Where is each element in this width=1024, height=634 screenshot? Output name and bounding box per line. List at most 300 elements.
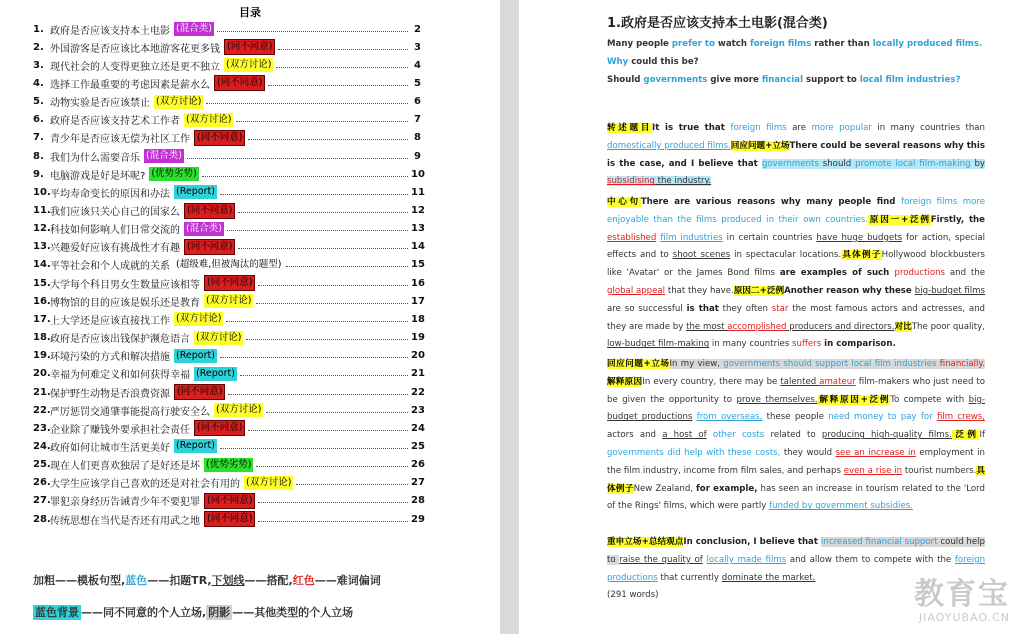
essay-text-segment: need money to pay for — [828, 412, 937, 423]
essay-text-segment: from overseas, — [696, 412, 763, 423]
essay-text-segment: the most famous actors and actresses, and they are made by — [607, 303, 985, 332]
toc-dot-leader — [248, 131, 408, 140]
essay-text-segment: suffers — [792, 339, 822, 350]
essay-text-segment: by — [970, 158, 985, 169]
essay-text-segment: even a rise in — [843, 465, 903, 476]
essay-text-segment: established — [607, 232, 657, 243]
toc-entry-type-tag: (同不同意) — [204, 275, 255, 291]
essay-text-segment: rather than — [811, 39, 873, 49]
toc-entry-number: 26. — [33, 477, 51, 489]
toc-entry-page-number: 24 — [411, 422, 425, 434]
essay-text-segment: productions — [894, 268, 946, 279]
essay-text-segment: in certain countries — [722, 232, 817, 243]
watermark — [914, 579, 1010, 624]
toc-entry-title: 现在人们更喜欢独居了是好还是坏 — [50, 461, 200, 473]
toc-entry[interactable] — [33, 165, 425, 183]
essay-text-segment: are — [786, 123, 812, 133]
essay-text-segment: in many countries — [709, 339, 793, 350]
essay-text-segment: star — [771, 303, 789, 314]
essay-text-segment: increased financial support — [821, 537, 938, 547]
toc-entry-title: 严厉惩罚交通肇事能提高行驶安全么 — [50, 406, 210, 418]
toc-entry[interactable] — [33, 38, 421, 56]
toc-entry-type-tag: (双方讨论) — [196, 331, 242, 343]
toc-dot-leader — [246, 331, 408, 340]
toc-entry-title: 政府是否应该出钱保护濒危语言 — [50, 334, 190, 346]
toc-entry[interactable] — [33, 456, 425, 474]
essay-text-segment: actors and — [607, 430, 663, 441]
toc-dot-leader — [217, 23, 408, 32]
toc-page — [0, 0, 500, 634]
toc-entry-type-tag: (混合类) — [176, 23, 212, 34]
toc-entry-number: 24. — [33, 440, 51, 452]
essay-text-segment: amateur — [819, 376, 856, 387]
toc-entry-number: 15. — [33, 277, 51, 289]
toc-entry-page-number: 14 — [411, 241, 425, 253]
essay-text-segment: producers and directors. — [786, 321, 895, 332]
essay-text-segment: locally produced films. — [872, 39, 983, 49]
essay-text-segment: global appeal — [607, 285, 666, 296]
essay-text-segment: has seen an increase in tourism related to the 'Lord of the Rings' films, which were partly — [607, 483, 985, 512]
essay-text-segment: have huge budgets — [816, 232, 903, 243]
essay-text-segment: low-budget film-making — [607, 339, 710, 350]
legend-bold: 加粗 — [33, 574, 55, 587]
toc-entry-number: 28. — [33, 513, 51, 525]
toc-entry-title: 我们为什么需要音乐 — [50, 152, 140, 164]
toc-dot-leader — [256, 295, 408, 304]
essay-text-segment: see an increase in — [835, 447, 916, 458]
toc-dot-leader — [238, 240, 408, 249]
toc-entry-type-tag: (Report) — [176, 440, 215, 452]
toc-entry-type-tag: (超级难,但被淘汰的题型) — [176, 258, 282, 270]
toc-dot-leader — [296, 476, 408, 485]
toc-entry[interactable] — [33, 129, 421, 147]
essay-text-segment: New Zealand, — [633, 483, 697, 494]
toc-entry-title: 科技如何影响人们日常交流的 — [50, 225, 180, 237]
essay-text-segment: ——搭配, — [244, 574, 293, 587]
essay-text-segment: funded by government subsidies. — [769, 501, 913, 512]
annotation-label: 泛例 — [951, 430, 980, 441]
essay-text-segment: employment in the film industry, income from film sales, and perhaps — [607, 447, 985, 476]
essay-text-segment: tourist numbers. — [902, 465, 977, 476]
essay-text-segment: the most — [686, 321, 728, 332]
toc-dot-leader — [202, 168, 408, 177]
toc-entry-page-number: 16 — [411, 277, 425, 289]
toc-entry-page-number: 19 — [411, 332, 425, 344]
toc-entry-title: 青少年是否应该无偿为社区工作 — [50, 134, 190, 146]
annotation-label: 原因一+泛例 — [868, 214, 931, 225]
toc-dot-leader — [268, 77, 408, 86]
toc-entry-type-tag: (同不同意) — [174, 384, 225, 400]
essay-text-segment: Should — [607, 74, 644, 85]
essay-text-segment: are so successful — [607, 303, 687, 314]
toc-entry-page-number: 17 — [411, 295, 425, 307]
word-count: (291 words) — [607, 590, 659, 601]
toc-entry-type-tag: (双方讨论) — [226, 59, 272, 71]
toc-dot-leader — [256, 458, 408, 467]
toc-entry-type-tag: (Report) — [176, 349, 215, 361]
essay-text-segment: In conclusion, I believe that — [683, 537, 822, 547]
essay-text-segment: is that — [686, 303, 719, 314]
toc-dot-leader — [226, 313, 408, 322]
essay-text-segment: raise the quality of — [619, 554, 703, 565]
annotation-label: 对比 — [894, 321, 912, 332]
toc-entry-number: 17. — [33, 313, 51, 325]
toc-entry-number: 18. — [33, 332, 51, 344]
annotation-label: 转述题目 — [607, 123, 653, 133]
essay-text-segment: big-budget films — [914, 285, 986, 296]
toc-entry-page-number: 5 — [414, 77, 421, 89]
toc-entry-number: 14. — [33, 259, 51, 271]
toc-entry-type-tag: (Report) — [196, 367, 235, 379]
essay-text-segment: In my view, — [669, 359, 724, 369]
toc-entry-title: 传统思想在当代是否还有用武之地 — [50, 515, 200, 527]
toc-entry-title: 大学生应该学自己喜欢的还是对社会有用的 — [50, 479, 240, 491]
toc-dot-leader — [228, 386, 408, 395]
toc-entry[interactable] — [33, 329, 425, 347]
toc-entry[interactable] — [33, 111, 421, 129]
essay-text-segment: In every country, there may be — [642, 376, 781, 387]
essay-text-segment: Why — [607, 56, 629, 67]
essay-text-segment: other costs — [712, 430, 765, 441]
toc-entry[interactable] — [33, 510, 425, 528]
toc-entry-title: 外国游客是否应该比本地游客花更多钱 — [50, 43, 220, 55]
toc-entry[interactable] — [33, 419, 425, 437]
toc-entry-page-number: 9 — [414, 150, 421, 162]
toc-entry-page-number: 6 — [414, 96, 421, 108]
toc-entry[interactable] — [33, 238, 425, 256]
toc-entry[interactable] — [33, 56, 421, 74]
toc-dot-leader — [266, 404, 408, 413]
essay-text-segment: should — [818, 158, 856, 169]
essay-text-segment: producing high-quality films. — [821, 430, 952, 441]
toc-entry[interactable] — [33, 474, 425, 492]
toc-entry[interactable] — [33, 256, 425, 274]
toc-entry-number: 11. — [33, 205, 51, 216]
essay-text-segment: Another reason why these — [784, 285, 915, 296]
essay-text-segment: in many countries than — [871, 123, 985, 133]
toc-dot-leader — [240, 367, 408, 376]
toc-entry-type-tag: (同不同意) — [184, 239, 235, 255]
toc-entry-type-tag: (同不同意) — [204, 511, 255, 527]
essay-text-segment: Hollywood blockbusters like 'Avatar' or the James Bond films — [607, 250, 985, 279]
toc-entry-type-tag: (双方讨论) — [176, 313, 222, 325]
toc-entry-title: 选择工作最重要的考虑因素是薪水么 — [50, 79, 210, 91]
legend-blue-background: 蓝色背景 — [35, 606, 79, 619]
essay-text-segment: ——难词偏词 — [314, 574, 381, 587]
toc-entry-page-number: 26 — [411, 459, 425, 471]
toc-entry-number: 3. — [33, 59, 44, 71]
toc-entry-type-tag: (双方讨论) — [206, 295, 252, 307]
essay-text-segment: foreign films — [730, 123, 787, 133]
essay-paragraph-body-2 — [607, 356, 985, 516]
toc-entry[interactable] — [33, 347, 425, 365]
annotation-label: 重申立场+总结观点 — [607, 537, 684, 547]
toc-entry-title: 兴趣爱好应该有挑战性才有趣 — [50, 243, 180, 255]
toc-entry-type-tag: (Report) — [176, 186, 215, 198]
toc-entry[interactable] — [33, 74, 421, 92]
toc-entry-type-tag: (混合类) — [146, 150, 182, 162]
essay-text-segment: watch — [714, 39, 750, 49]
annotation-label: 解释原因 — [607, 376, 643, 387]
toc-entry-type-tag: (同不同意) — [204, 493, 255, 509]
essay-text-segment: There are various reasons why many people find — [640, 197, 902, 207]
toc-entry-page-number: 2 — [414, 23, 421, 35]
annotation-label: 具体例子 — [607, 465, 985, 494]
toc-entry-title: 企业除了赚钱外要承担社会责任 — [50, 424, 190, 436]
toc-entry-title: 动物实验是否应该禁止 — [50, 98, 150, 110]
essay-text-segment: ——模板句型, — [55, 574, 126, 587]
toc-entry-page-number: 29 — [411, 513, 425, 525]
essay-text-segment: that currently — [657, 572, 722, 583]
essay-text-segment: and the — [945, 268, 985, 279]
toc-entry-type-tag: (同不同意) — [194, 420, 245, 436]
annotation-label: 解释原因+泛例 — [817, 394, 891, 405]
toc-entry-page-number: 23 — [411, 404, 425, 416]
essay-text-segment: If — [979, 430, 986, 441]
toc-entry-title: 罪犯亲身经历告诫青少年不要犯罪 — [50, 497, 200, 509]
essay-text-segment: foreign films more enjoyable than the films produced in their own countries. — [607, 197, 985, 225]
essay-text-segment: in spectacular locations. — [730, 250, 842, 261]
toc-entry-page-number: 28 — [411, 495, 425, 507]
essay-text-segment: financial — [761, 74, 804, 85]
watermark-logo: 教育宝 — [914, 577, 1010, 612]
annotation-label: 具体例子 — [841, 250, 882, 261]
toc-dot-leader — [187, 150, 408, 159]
watermark-url: JIAOYUBAO.CN — [918, 611, 1010, 624]
toc-dot-leader — [220, 186, 408, 195]
essay-text-segment: foreign films — [749, 39, 812, 49]
toc-entry-page-number: 21 — [411, 368, 425, 380]
toc-entry-number: 13. — [33, 241, 51, 253]
essay-page — [519, 0, 1024, 634]
toc-dot-leader — [238, 204, 408, 213]
essay-text-segment: ——同不同意的个人立场, — [81, 606, 207, 619]
toc-entry-page-number: 12 — [411, 205, 425, 216]
toc-entry-number: 25. — [33, 459, 51, 471]
essay-text-segment: The poor quality, — [911, 321, 985, 332]
toc-entry-number: 5. — [33, 96, 44, 108]
toc-entry-page-number: 3 — [414, 41, 421, 53]
toc-entry[interactable] — [33, 93, 421, 111]
toc-entry[interactable] — [33, 20, 421, 38]
toc-entry-number: 16. — [33, 295, 51, 307]
essay-text-segment: Firstly, the — [930, 214, 985, 225]
toc-entry-page-number: 11 — [411, 186, 425, 198]
essay-text-segment: It is true that — [652, 123, 731, 133]
essay-text-segment: related to — [764, 430, 822, 441]
toc-entry-number: 8. — [33, 150, 44, 162]
essay-text-segment: talented — [780, 376, 820, 387]
toc-entry-number: 2. — [33, 41, 44, 53]
toc-entry-type-tag: (优势劣势) — [151, 168, 197, 180]
essay-text-segment: support to — [803, 74, 860, 85]
essay-text-segment: accomplished — [727, 321, 787, 332]
essay-text-segment: they would — [780, 447, 836, 458]
toc-entry-number: 27. — [33, 495, 51, 507]
toc-entry[interactable] — [33, 401, 425, 419]
toc-entry-title: 现代社会的人变得更独立还是更不独立 — [50, 61, 220, 73]
annotation-label: 回应问题+立场 — [607, 359, 670, 369]
toc-entry[interactable] — [33, 220, 425, 238]
essay-text-segment: shoot scenes — [672, 250, 731, 261]
essay-text-segment: more popular — [811, 123, 872, 133]
essay-text-segment: governments — [761, 158, 819, 169]
legend-line-2 — [33, 604, 353, 620]
toc-entry-page-number: 7 — [414, 114, 421, 126]
toc-entry-page-number: 10 — [411, 168, 425, 180]
essay-paragraph-body-1 — [607, 194, 985, 354]
toc-dot-leader — [278, 41, 408, 50]
toc-dot-leader — [258, 494, 408, 503]
essay-text-segment: could this be? — [628, 56, 699, 67]
essay-text-segment: foreign productions — [607, 554, 986, 583]
toc-entry[interactable] — [33, 202, 425, 220]
essay-text-segment: financially. — [939, 359, 986, 369]
toc-dot-leader — [227, 222, 408, 231]
essay-text-segment: subsidising — [607, 176, 655, 187]
essay-text-segment: film-makers who just need to be given the opportunity to — [607, 376, 986, 405]
toc-entry-title: 平等社会和个人成就的关系 — [50, 261, 170, 273]
essay-text-segment: film industries — [660, 232, 723, 243]
toc-entry-type-tag: (双方讨论) — [216, 404, 262, 416]
toc-entry-number: 1. — [33, 23, 44, 35]
toc-dot-leader — [258, 513, 408, 522]
legend-shade: 阴影 — [208, 606, 231, 619]
annotation-label: 原因二+泛例 — [733, 285, 785, 296]
toc-entry-page-number: 27 — [411, 477, 425, 489]
toc-entry-number: 20. — [33, 368, 51, 380]
essay-text-segment: governments — [643, 74, 708, 85]
toc-entry[interactable] — [33, 437, 425, 455]
toc-title: 目录 — [239, 6, 261, 19]
essay-paragraph-intro — [607, 120, 985, 191]
toc-dot-leader — [248, 422, 408, 431]
essay-text-segment: these people — [762, 412, 829, 423]
toc-entry-number: 21. — [33, 386, 51, 398]
essay-text-segment: governments did help with these costs, — [607, 447, 781, 458]
toc-entry-type-tag: (双方讨论) — [246, 476, 292, 488]
toc-entry-type-tag: (同不同意) — [194, 130, 245, 146]
toc-entry-number: 19. — [33, 350, 51, 362]
essay-text-segment: Many people — [607, 39, 672, 49]
toc-entry[interactable] — [33, 310, 425, 328]
toc-entry-title: 环境污染的方式和解决措施 — [50, 352, 170, 364]
toc-dot-leader — [276, 59, 408, 68]
toc-dot-leader — [236, 113, 408, 122]
legend-red: 红色 — [292, 574, 315, 587]
toc-entry-number: 6. — [33, 114, 44, 126]
essay-text-segment: prove themselves. — [736, 394, 818, 405]
toc-entry-title: 我们应该只关心自己的国家么 — [50, 207, 180, 218]
essay-question — [607, 36, 985, 89]
toc-entry-type-tag: (同不同意) — [224, 39, 275, 55]
essay-text-segment: prefer to — [671, 39, 715, 49]
toc-entry-title: 电脑游戏是好是坏呢? — [50, 170, 146, 182]
essay-text-segment: give more — [707, 74, 762, 85]
toc-entry-title: 保护野生动物是否浪费资源 — [50, 388, 170, 400]
essay-text-segment: ——其他类型的个人立场 — [232, 606, 354, 619]
essay-text-segment: for action, special effects and to — [607, 232, 985, 261]
toc-entry-type-tag: (双方讨论) — [156, 95, 202, 107]
toc-entry-title: 政府是否应该支持艺术工作者 — [50, 116, 180, 128]
essay-text-segment: could help to — [607, 537, 986, 565]
toc-entry-title: 平均寿命变长的原因和办法 — [50, 188, 170, 200]
essay-text-segment: they often — [718, 303, 772, 314]
toc-entry-page-number: 18 — [411, 313, 425, 325]
essay-text-segment: big-budget productions — [607, 394, 986, 423]
toc-dot-leader — [206, 95, 408, 104]
legend-line-1 — [33, 572, 381, 588]
annotation-label: 中心句 — [607, 197, 641, 207]
toc-entry[interactable] — [33, 365, 425, 383]
essay-title: 1.政府是否应该支持本土电影(混合类) — [607, 16, 828, 31]
toc-entry-number: 7. — [33, 132, 44, 144]
essay-text-segment: are examples of such — [779, 268, 895, 279]
toc-entry-number: 12. — [33, 223, 51, 235]
toc-entry-page-number: 4 — [414, 59, 421, 71]
toc-entry-page-number: 22 — [411, 386, 425, 398]
essay-text-segment: governments should support local film industries — [723, 359, 940, 369]
toc-entry[interactable] — [33, 383, 425, 401]
essay-text-segment: To compete with — [890, 394, 969, 405]
essay-text-segment: dominate the market. — [721, 572, 816, 583]
toc-entry-number: 9. — [33, 168, 44, 180]
toc-entry-type-tag: (同不同意) — [214, 75, 265, 91]
legend-blue: 蓝色 — [125, 574, 148, 587]
essay-text-segment: film crews, — [936, 412, 985, 423]
toc-entry-title: 上大学还是应该直接找工作 — [50, 315, 170, 327]
toc-entry-number: 23. — [33, 422, 51, 434]
toc-entry-type-tag: (优势劣势) — [206, 458, 252, 470]
toc-dot-leader — [220, 349, 408, 358]
essay-text-segment: a host of — [662, 430, 707, 441]
essay-text-segment: promote local film-making — [855, 158, 971, 169]
essay-text-segment: and allow them to compete with the — [786, 554, 955, 565]
toc-entry[interactable] — [33, 183, 425, 201]
toc-entry[interactable] — [33, 492, 425, 510]
toc-entry-page-number: 13 — [411, 223, 425, 235]
essay-text-segment: for example, — [696, 483, 758, 494]
toc-entry[interactable] — [33, 147, 421, 165]
toc-entry-title: 幸福为何难定义和如何获得幸福 — [50, 370, 190, 382]
toc-entry-page-number: 20 — [411, 350, 425, 362]
toc-entry[interactable] — [33, 274, 425, 292]
legend-underline: 下划线 — [211, 574, 245, 587]
toc-entry-type-tag: (混合类) — [186, 222, 222, 234]
toc-entry-title: 大学每个科目男女生数量应该相等 — [50, 279, 200, 291]
toc-entry-page-number: 15 — [411, 259, 425, 271]
essay-text-segment: in comparison. — [821, 339, 896, 350]
essay-text-segment: There could be several reasons why this is the case, and I believe that — [607, 140, 985, 169]
toc-entry[interactable] — [33, 292, 425, 310]
toc-entry-number: 4. — [33, 77, 44, 89]
toc-entry-type-tag: (同不同意) — [184, 203, 235, 219]
toc-entry-title: 政府是否应该支持本土电影 — [50, 25, 170, 37]
annotation-label: 回应问题+立场 — [730, 140, 790, 151]
essay-text-segment: that they have. — [665, 285, 734, 296]
essay-text-segment: ——扣题TR, — [147, 574, 212, 587]
toc-entry-page-number: 25 — [411, 440, 425, 452]
essay-text-segment: local film industries? — [859, 74, 961, 85]
toc-dot-leader — [286, 258, 408, 267]
toc-entry-page-number: 8 — [414, 132, 421, 144]
toc-entry-type-tag: (双方讨论) — [186, 113, 232, 125]
toc-dot-leader — [220, 440, 408, 449]
toc-dot-leader — [258, 277, 408, 286]
essay-text-segment: domestically produced films. — [607, 140, 731, 151]
toc-entry-title: 政府如何让城市生活更美好 — [50, 442, 170, 454]
essay-text-segment: the industry. — [654, 176, 712, 187]
